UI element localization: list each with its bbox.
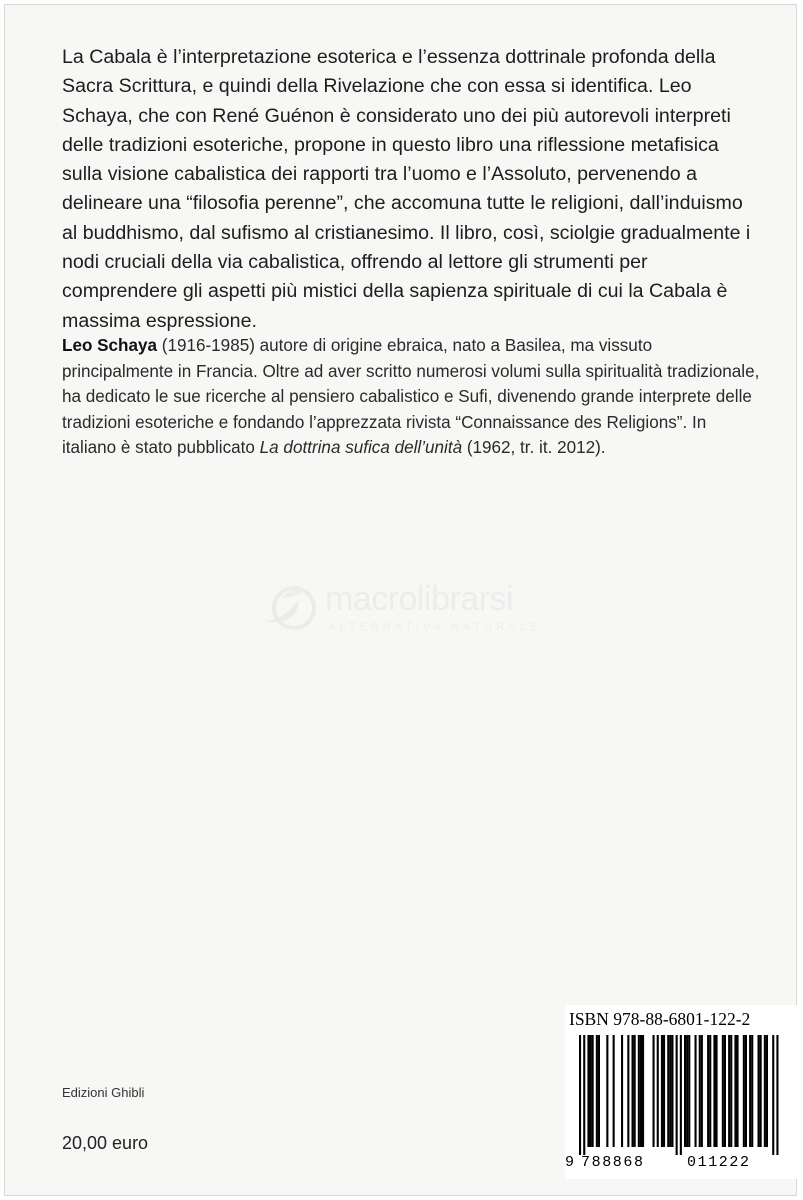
barcode-bar (583, 1035, 585, 1155)
barcode-bar (653, 1035, 655, 1147)
watermark-name: macrolibrarsi (325, 580, 514, 618)
bio-text-2: (1962, tr. it. 2012). (462, 438, 606, 457)
barcode-bar (743, 1035, 745, 1147)
barcode-bar (724, 1035, 726, 1147)
barcode-bar (764, 1035, 766, 1147)
barcode-bar (592, 1035, 594, 1147)
barcode-bar (688, 1035, 690, 1147)
barcode-bar (707, 1035, 709, 1147)
isbn-barcode-block (565, 1005, 800, 1179)
barcode-bar (680, 1035, 682, 1155)
barcode-bar (590, 1035, 592, 1147)
barcode-bar (760, 1035, 762, 1147)
barcode-bar (642, 1035, 644, 1147)
barcode-bar (667, 1035, 669, 1147)
ean-left-digits: 788868 (581, 1154, 645, 1171)
barcode-bar (596, 1035, 598, 1147)
barcode-bar (734, 1035, 736, 1147)
barcode-bar (640, 1035, 642, 1147)
barcode-bar (621, 1035, 623, 1147)
barcode-bar (684, 1035, 686, 1147)
leaf-circle-logo-icon (260, 576, 322, 636)
barcode-bar (695, 1035, 697, 1147)
barcode-bar (730, 1035, 732, 1147)
barcode-bar (758, 1035, 760, 1147)
barcode-bar (579, 1035, 581, 1155)
isbn-label: ISBN 978-88-6801-122-2 (569, 1009, 751, 1029)
barcode-bar (613, 1035, 615, 1147)
barcode-bar (751, 1035, 753, 1147)
barcode-bar (638, 1035, 640, 1147)
barcode-bar (776, 1035, 778, 1155)
barcode-bar (728, 1035, 730, 1147)
macrolibrarsi-watermark (260, 580, 570, 640)
barcode-bar (699, 1035, 701, 1147)
barcode-bar (606, 1035, 608, 1147)
barcode-bar (598, 1035, 600, 1147)
barcode-bar (709, 1035, 711, 1147)
author-bio (62, 333, 762, 461)
ean-right-digits: 011222 (687, 1154, 751, 1171)
barcode-bar (737, 1035, 739, 1147)
barcode-bar (713, 1035, 715, 1147)
barcode-bar (663, 1035, 665, 1147)
book-title-reference: La dottrina sufica dell’unità (259, 438, 463, 457)
book-back-cover (4, 4, 797, 1196)
barcode-bar (632, 1035, 634, 1147)
barcode-bar (669, 1035, 671, 1147)
author-name: Leo Schaya (62, 336, 158, 355)
watermark-tagline: ALTERNATIVA NATURALE (328, 621, 542, 633)
barcode-bar (627, 1035, 629, 1147)
price: 20,00 euro (62, 1133, 149, 1153)
barcode-bar (671, 1035, 673, 1147)
ean-first-digit: 9 (565, 1154, 575, 1171)
barcode-bar (634, 1035, 636, 1147)
barcode-bar (661, 1035, 663, 1147)
barcode-bar (701, 1035, 703, 1147)
book-blurb: La Cabala è l’interpretazione esoterica e l’essenza dottrinale profonda della Sacra Scrittura, e quindi della Rivelazione che con essa si identifica. Leo Schaya, che con René Guénon è considerato uno dei più autorevoli interpreti delle tradizioni esoteriche, propone in questo libro una riflessione metafisica sulla visione cabalistica dei rapporti tra l’uomo e l’Assoluto, pervenendo a delineare una “filosofia perenne”, che accomuna tutte le religioni, dall’induismo al buddhismo, dal sufismo al cristianesimo. Il libro, così, sciolgie gradualmente i nodi cruciali della via cabalistica, offrendo al lettore gli strumenti per comprendere gli aspetti più mistici della sapienza spirituale di cui la Cabala è massima espressione. (62, 46, 751, 332)
bio-text-1: (1916-1985) autore di origine ebraica, nato a Basilea, ma vissuto principalmente in Francia. Oltre ad aver scritto numerosi volumi sulla spiritualità tradizionale, ha dedicato le sue ricerche al pensiero cabalistico e Sufi, divenendo grande interprete delle tradizioni esoteriche e fondando l’apprezzata rivista “Connaissance des Religions”. In italiano è stato pubblicato (62, 336, 760, 457)
publisher-name: Edizioni Ghibli (62, 1085, 145, 1100)
barcode-bar (772, 1035, 774, 1155)
barcode-bar (716, 1035, 718, 1147)
barcode-bar (587, 1035, 589, 1147)
barcode-bar (686, 1035, 688, 1147)
ean-barcode (565, 1035, 797, 1157)
barcode-bar (722, 1035, 724, 1147)
barcode-bar (657, 1035, 659, 1147)
barcode-bar (745, 1035, 747, 1147)
barcode-bar (749, 1035, 751, 1147)
barcode-bar (766, 1035, 768, 1147)
barcode-bar (676, 1035, 678, 1155)
